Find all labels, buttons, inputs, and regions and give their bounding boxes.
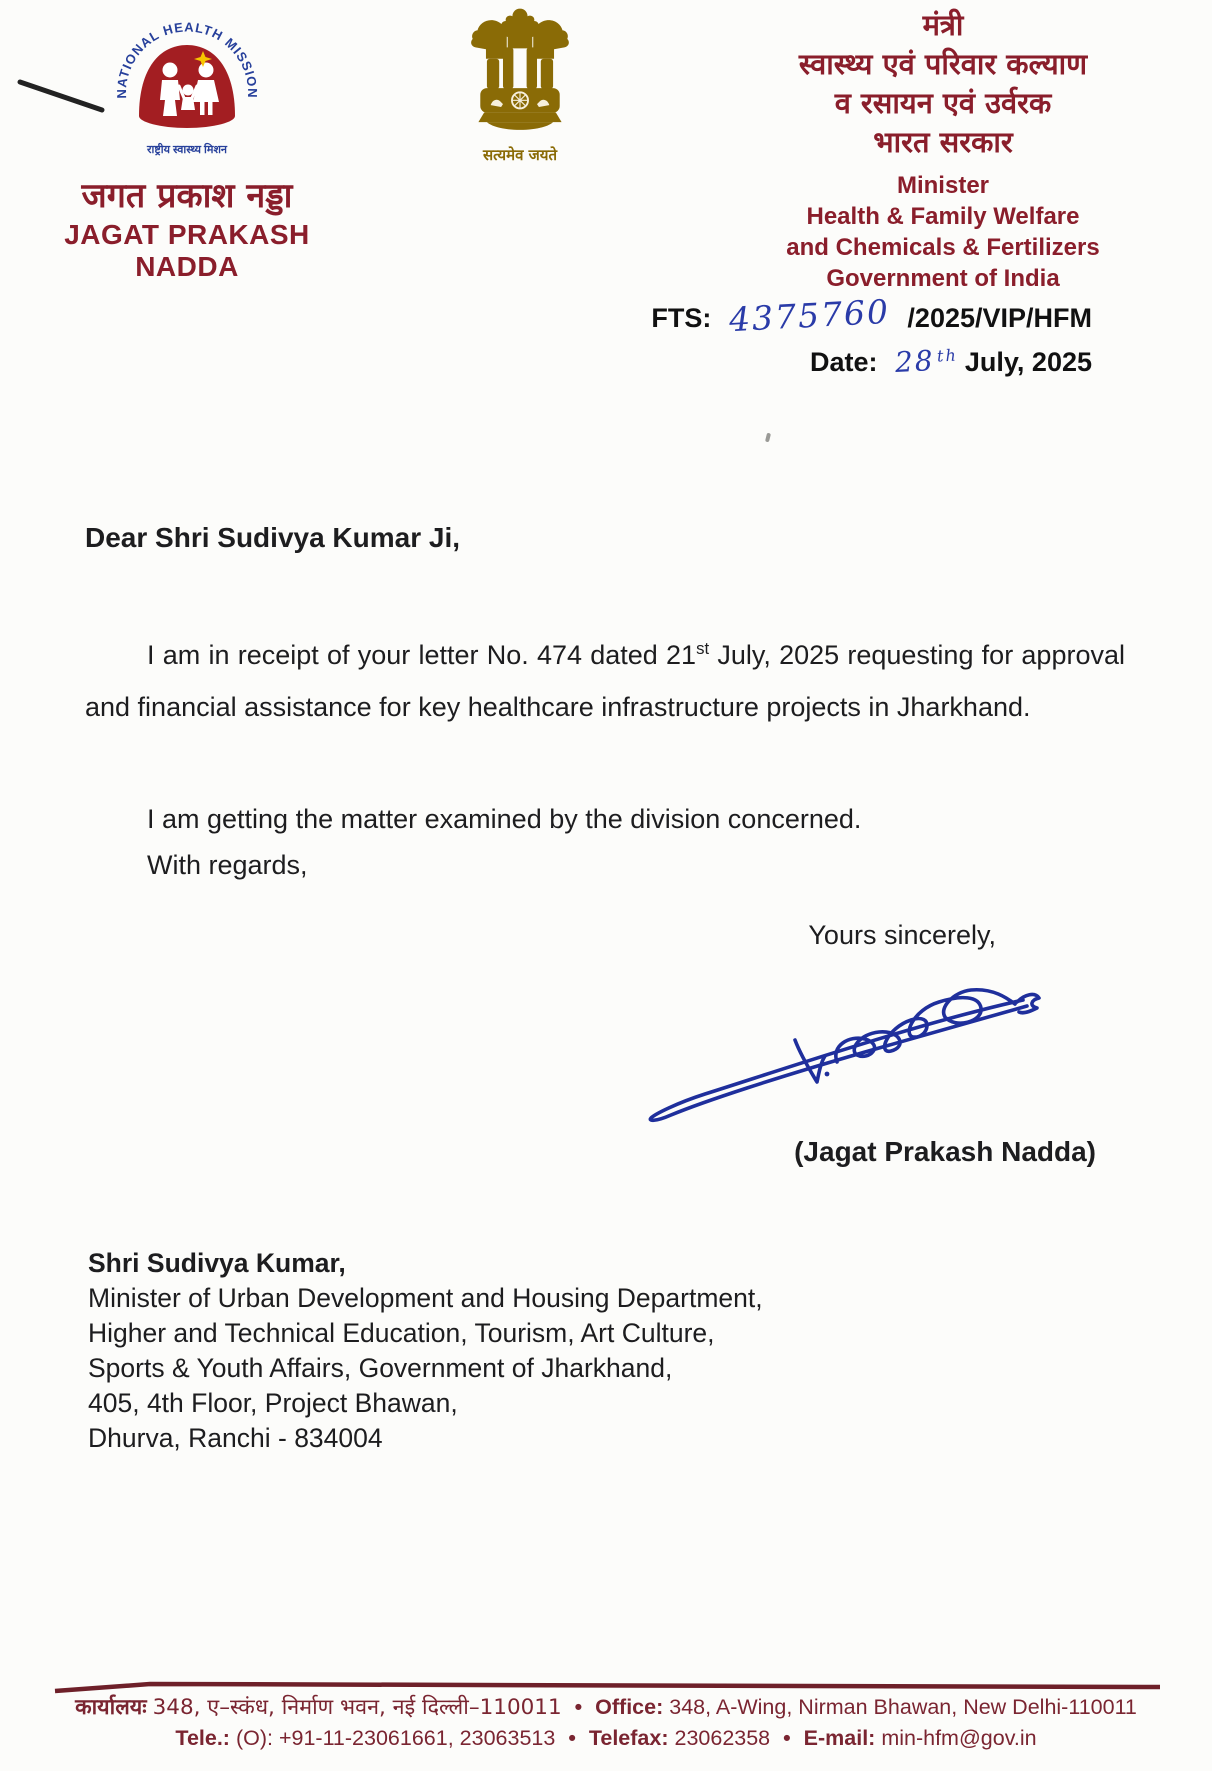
email-address: min-hfm@gov.in <box>881 1726 1037 1750</box>
signatory-name: (Jagat Prakash Nadda) <box>794 1136 1096 1167</box>
recipient-line: Sports & Youth Affairs, Government of Jharkhand, <box>88 1353 673 1383</box>
paragraph-1-text: I am in receipt of your letter No. 474 dated 21 <box>147 640 697 670</box>
ministry-english-line: Government of India <box>826 265 1060 292</box>
signature <box>615 962 1045 1137</box>
footer-line-2 <box>0 1723 1212 1754</box>
bullet-separator: • <box>568 1726 576 1750</box>
emblem-motto: सत्यमेव जयते <box>482 146 558 164</box>
footer-line-1 <box>0 1692 1212 1723</box>
fts-handwritten-number: 4375760 <box>728 291 891 340</box>
nhm-sub-text: राष्ट्रीय स्वास्थ्य मिशन <box>146 144 228 156</box>
ministry-english-line: and Chemicals & Fertilizers <box>786 234 1100 261</box>
minister-name-hindi: जगत प्रकाश नड्डा <box>81 176 293 216</box>
letterhead-left <box>22 12 352 283</box>
tele-label: Tele.: <box>175 1726 230 1750</box>
fts-line <box>651 291 1092 340</box>
with-regards: With regards, <box>147 850 308 880</box>
bullet-separator: • <box>783 1726 791 1750</box>
recipient-address <box>88 1246 763 1456</box>
paragraph-2 <box>85 793 1125 845</box>
ordinal-st: st <box>696 639 710 658</box>
recipient-line: Shri Sudivya Kumar, <box>88 1248 346 1278</box>
paragraph-1-text: July, 2025 requesting for approval and financial assistance for key healthcare infrastructure projects in Jharkhand. <box>85 640 1125 722</box>
reference-block <box>651 291 1092 380</box>
nhm-logo-icon <box>112 12 262 162</box>
tele-numbers: (O): +91-11-23061661, 23063513 <box>235 1726 556 1750</box>
emblem-chakra <box>512 92 528 108</box>
date-printed: July, 2025 <box>964 347 1092 377</box>
ministry-english-line: Minister <box>896 172 989 199</box>
paragraph-2-text: I am getting the matter examined by the division concerned. <box>147 804 862 834</box>
fts-suffix: /2025/VIP/HFM <box>907 303 1092 333</box>
ministry-english-line: Health & Family Welfare <box>806 203 1080 230</box>
bullet-separator: • <box>574 1695 583 1719</box>
office-address-hindi: 348, ए–स्कंध, निर्माण भवन, नई दिल्ली–110011 <box>152 1695 562 1720</box>
minister-name-english: JAGAT PRAKASH NADDA <box>64 219 310 282</box>
recipient-line: 405, 4th Floor, Project Bhawan, <box>88 1388 458 1418</box>
ministry-hindi-line: मंत्री <box>922 8 964 42</box>
date-ordinal: th <box>936 345 958 366</box>
telefax-label: Telefax: <box>588 1726 669 1750</box>
letterhead-right <box>698 6 1188 294</box>
recipient-line: Dhurva, Ranchi - 834004 <box>88 1423 383 1453</box>
recipient-line: Minister of Urban Development and Housing Department, <box>88 1283 763 1313</box>
telefax-number: 23062358 <box>674 1726 771 1750</box>
salutation: Dear Shri Sudivya Kumar Ji, <box>85 522 461 553</box>
email-label: E-mail: <box>803 1726 876 1750</box>
ministry-hindi-line: व रसायन एवं उर्वरक <box>834 86 1052 120</box>
office-label-hindi: कार्यालयः <box>75 1695 147 1720</box>
nhm-ring-text: NATIONAL HEALTH MISSION <box>113 19 261 99</box>
date-handwritten-day: 28 <box>894 343 936 380</box>
ministry-hindi-line: भारत सरकार <box>873 125 1013 159</box>
valediction: Yours sincerely, <box>808 920 996 950</box>
office-label: Office: <box>595 1695 664 1719</box>
recipient-line: Higher and Technical Education, Tourism, Art Culture, <box>88 1318 715 1348</box>
scan-artifact <box>765 433 771 443</box>
date-label: Date: <box>809 347 878 377</box>
office-address: 348, A-Wing, Nirman Bhawan, New Delhi-110011 <box>669 1695 1137 1719</box>
footer <box>0 1692 1212 1754</box>
ministry-hindi-line: स्वास्थ्य एवं परिवार कल्याण <box>798 47 1088 81</box>
fts-label: FTS: <box>651 303 712 333</box>
paragraph-1 <box>85 623 1125 733</box>
letterhead-center <box>440 4 600 165</box>
ashoka-emblem-icon <box>468 4 572 140</box>
date-line <box>651 345 1092 378</box>
